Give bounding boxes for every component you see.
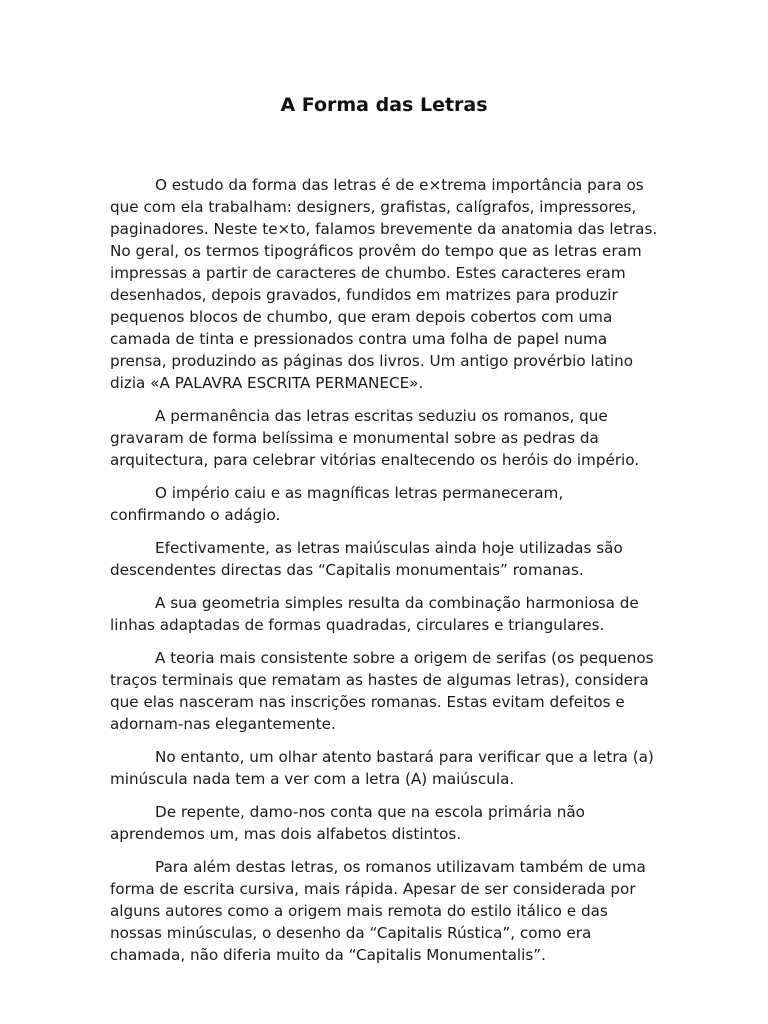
paragraph-3: O império caiu e as magníficas letras permaneceram, confirmando o adágio. <box>110 484 564 524</box>
paragraph-8: De repente, damo-nos conta que na escola primária não aprendemos um, mas dois alfabetos distintos. <box>110 803 585 843</box>
paragraph-7: No entanto, um olhar atento bastará para verificar que a letra (a) minúscula nada tem a ver com a letra (A) maiúscula. <box>110 748 654 788</box>
document-body <box>110 174 662 977</box>
document-title: A Forma das Letras <box>280 94 488 116</box>
paragraph-5: A sua geometria simples resulta da combinação harmoniosa de linhas adaptadas de formas quadradas, circulares e triangulares. <box>110 594 639 634</box>
paragraph-9: Para além destas letras, os romanos utilizavam também de uma forma de escrita cursiva, mais rápida. Apesar de ser considerada por alguns autores como a origem mais remota do estilo itálico e das nossas minúsculas, o desenho da “Capitalis Rústica”, como era chamada, não diferia muito da “Capitalis Monumentalis”. <box>110 858 646 964</box>
paragraph-4: Efectivamente, as letras maiúsculas ainda hoje utilizadas são descendentes directas das “Capitalis monumentais” romanas. <box>110 539 623 579</box>
paragraph-1: O estudo da forma das letras é de e×trema importância para os que com ela trabalham: designers, grafistas, calígrafos, impressores, paginadores. Neste te×to, falamos brevemente da anatomia das letras. No geral, os termos tipográficos provêm do tempo que as letras eram impressas a partir de caracteres de chumbo. Estes caracteres eram desenhados, depois gravados, fundidos em matrizes para produzir pequenos blocos de chumbo, que eram depois cobertos com uma camada de tinta e pressionados contra uma folha de papel numa prensa, produzindo as páginas dos livros. Um antigo provérbio latino dizia «A PALAVRA ESCRITA PERMANECE». <box>110 176 658 392</box>
paragraph-6: A teoria mais consistente sobre a origem de serifas (os pequenos traços terminais que rematam as hastes de algumas letras), considera que elas nasceram nas inscrições romanas. Estas evitam defeitos e adornam-nas elegantemente. <box>110 649 654 733</box>
paragraph-2: A permanência das letras escritas seduziu os romanos, que gravaram de forma belíssima e monumental sobre as pedras da arquitectura, para celebrar vitórias enaltecendo os heróis do império. <box>110 407 640 469</box>
